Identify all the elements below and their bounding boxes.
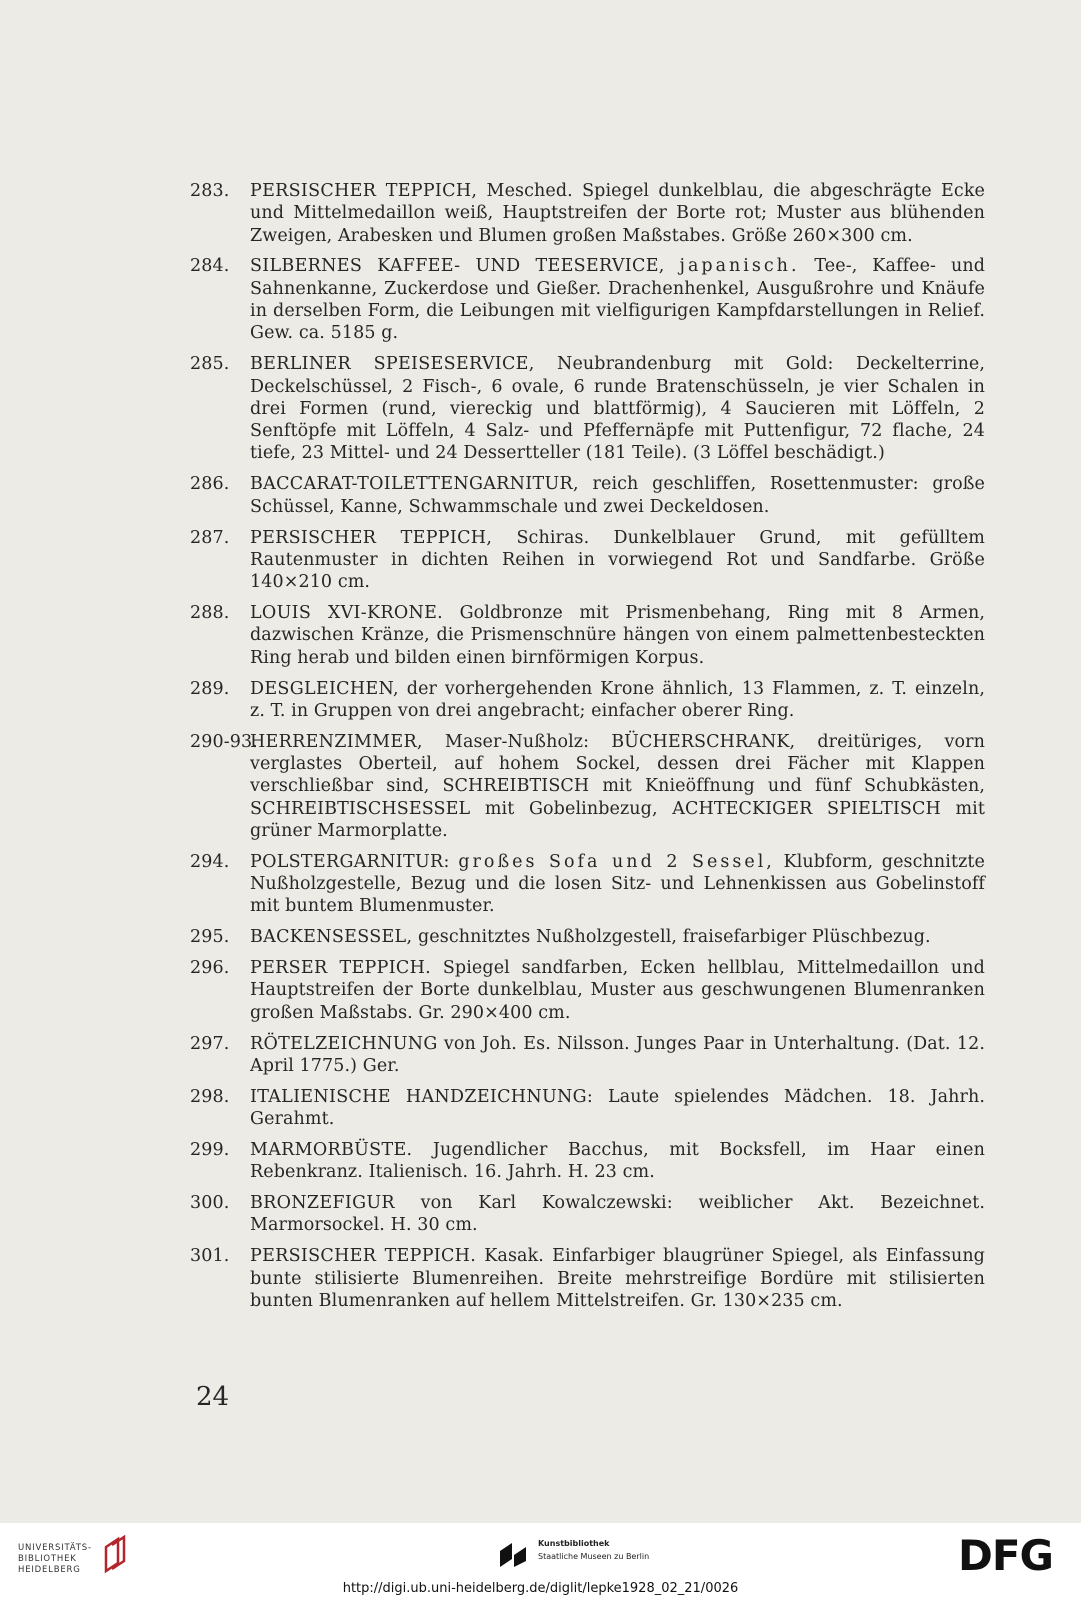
entry-heading: ITALIENISCHE HANDZEICHNUNG: <box>250 1086 594 1107</box>
entry-text: Laute spielendes Mädchen. 18. Jahrh. Gerahmt. <box>250 1086 985 1130</box>
entry-heading: LOUIS XVI-KRONE. <box>250 603 444 624</box>
kb-title: Kunstbibliothek <box>538 1539 610 1548</box>
entry-text: von Karl Kowalczewski: weiblicher Akt. Bezeichnet. Marmorsockel. H. 30 cm. <box>250 1193 985 1236</box>
ub-line: HEIDELBERG <box>18 1565 81 1575</box>
catalog-entries <box>190 180 985 1321</box>
catalog-entry <box>190 255 985 344</box>
entry-heading: PERSISCHER TEPPICH, <box>250 527 493 548</box>
entry-text: Maser-Nußholz: BÜCHERSCHRANK, dreitüriges, vorn verglastes Oberteil, auf hohem Sockel, dessen drei Fächer mit Klappen verschließbar sind, SCHREIBTISCH mit Knieöffnung und fünf Schubkästen, SCHREIBTISCHSESSEL mit Gobelinbezug, ACHTECKIGER SPIELTISCH mit grüner Marmorplatte. <box>250 731 985 841</box>
entry-heading: PERSISCHER TEPPICH. <box>250 1246 477 1267</box>
entry-number: 298. <box>190 1086 230 1107</box>
entry-number: 299. <box>190 1140 230 1160</box>
kb-subtitle: Staatliche Museen zu Berlin <box>538 1552 650 1561</box>
source-url[interactable]: http://digi.ub.uni-heidelberg.de/diglit/lepke1928_02_21/0026 <box>342 1581 739 1596</box>
entry-number: 301. <box>190 1246 230 1267</box>
kunstbibliothek-label <box>538 1537 649 1563</box>
entry-heading: BACKENSESSEL, <box>250 927 413 948</box>
kunstbibliothek-logo-icon <box>496 1537 530 1571</box>
catalog-entry <box>190 1245 985 1312</box>
ub-line: BIBLIOTHEK <box>18 1554 77 1564</box>
catalog-entry <box>190 602 985 669</box>
entry-number: 287. <box>190 527 230 548</box>
entry-heading: HERRENZIMMER, <box>250 731 423 752</box>
page-number: 24 <box>196 1382 230 1412</box>
entry-number: 300. <box>190 1193 230 1214</box>
entry-number: 283. <box>190 181 230 201</box>
catalog-entry <box>190 473 985 518</box>
catalog-entry <box>190 851 985 918</box>
entry-text: von Joh. Es. Nilsson. Junges Paar in Unterhaltung. (Dat. 12. April 1775.) Ger. <box>250 1033 985 1076</box>
catalog-entry <box>190 1139 985 1184</box>
entry-text: der vorhergehenden Krone ähnlich, 13 Flammen, z. T. einzeln, z. T. in Gruppen von drei angebracht; einfacher oberer Ring. <box>250 678 985 721</box>
catalog-entry <box>190 1192 985 1237</box>
entry-heading: POLSTERGARNITUR: <box>250 851 450 872</box>
entry-heading: RÖTELZEICHNUNG <box>250 1033 438 1054</box>
entry-spaced-text: großes Sofa und 2 Sessel, <box>458 851 775 872</box>
entry-number: 294. <box>190 851 230 872</box>
catalog-entry <box>190 731 985 842</box>
ub-heidelberg-logo-icon <box>98 1535 132 1575</box>
catalog-entry <box>190 180 985 247</box>
entry-number: 295. <box>190 927 230 948</box>
entry-text: Goldbronze mit Prismenbehang, Ring mit 8 Armen, dazwischen Kränze, die Prismenschnüre hängen von einem palmettenbesteckten Ring herab und bilden einen birnförmigen Korpus. <box>250 603 986 668</box>
entry-text: Klubform, geschnitzte Nußholzgestelle, Bezug und die losen Sitz- und Lehnenkissen aus Gobelinstoff mit buntem Blumenmuster. <box>250 851 985 917</box>
entry-text: reich geschliffen, Rosettenmuster: große Schüssel, Kanne, Schwammschale und zwei Deckeldosen. <box>250 474 985 517</box>
entry-text: geschnitztes Nußholzgestell, fraisefarbiger Plüschbezug. <box>412 927 931 948</box>
entry-heading: PERSER TEPPICH. <box>250 958 432 979</box>
ub-heidelberg-label <box>18 1543 92 1576</box>
entry-heading: BRONZEFIGUR <box>250 1193 395 1214</box>
catalog-entry <box>190 957 985 1024</box>
entry-heading: DESGLEICHEN, <box>250 678 399 699</box>
entry-number: 297. <box>190 1033 230 1054</box>
entry-heading: SILBERNES KAFFEE- UND TEESERVICE, <box>250 256 665 277</box>
entry-text: Jugendlicher Bacchus, mit Bocksfell, im Haar einen Rebenkranz. Italienisch. 16. Jahrh. H. 23 cm. <box>250 1140 985 1183</box>
entry-number: 296. <box>190 958 230 979</box>
catalog-entry <box>190 1086 985 1131</box>
footer-bar <box>0 1523 1081 1599</box>
entry-text: Tee-, Kaffee- und Sahnenkanne, Zuckerdose und Gießer. Drachenhenkel, Ausgußrohre und Knäufe in derselben Form, die Leibungen mit vielfigurigen Kampfdarstellungen in Relief. Gew. ca. 5185 g. <box>250 256 985 344</box>
dfg-logo: DFG <box>958 1531 1054 1580</box>
entry-text: Spiegel sandfarben, Ecken hellblau, Mittelmedaillon und Hauptstreifen der Borte dunkelblau, Muster aus geschwungenen Blumenranken großen Maßstabs. Gr. 290×400 cm. <box>250 958 985 1023</box>
catalog-entry <box>190 678 985 723</box>
entry-heading: BERLINER SPEISESERVICE, <box>250 354 535 375</box>
entry-text: Mesched. Spiegel dunkelblau, die abgeschrägte Ecke und Mittelmedaillon weiß, Hauptstreifen der Borte rot; Muster aus blühenden Zweigen, Arabesken und Blumen großen Maßstabes. Größe 260×300 cm. <box>250 181 985 246</box>
entry-heading: PERSISCHER TEPPICH, <box>250 181 478 201</box>
catalog-entry <box>190 527 985 594</box>
entry-number: 285. <box>190 354 230 375</box>
entry-number: 284. <box>190 256 230 277</box>
entry-text: Kasak. Einfarbiger blaugrüner Spiegel, als Einfassung bunte stilisierte Blumenreihen. Breite mehrstreifige Bordüre mit stilisierten bunten Blumenranken auf hellem Mittelstreifen. Gr. 130×235 cm. <box>250 1246 985 1311</box>
entry-number: 288. <box>190 603 230 624</box>
ub-line: UNIVERSITÄTS- <box>18 1543 92 1553</box>
entry-text: Neubrandenburg mit Gold: Deckelterrine, Deckelschüssel, 2 Fisch-, 6 ovale, 6 runde Bratenschüsseln, je vier Schalen in drei Formen (rund, viereckig und blattförmig), 4 Saucieren mit Löffeln, 2 Senftöpfe mit Löffeln, 4 Salz- und Pfeffernäpfe mit Puttenfigur, 72 flache, 24 tiefe, 23 Mittel- und 24 Dessertteller (181 Teile). (3 Löffel beschädigt.) <box>250 354 985 464</box>
entry-text: Schiras. Dunkelblauer Grund, mit gefülltem Rautenmuster in dichten Reihen in vorwiegend Rot und Sandfarbe. Größe 140×210 cm. <box>250 527 985 593</box>
catalog-entry <box>190 1033 985 1078</box>
entry-spaced-text: japanisch. <box>679 256 800 277</box>
entry-heading: MARMORBÜSTE. <box>250 1140 413 1160</box>
entry-number: 290-93. <box>190 731 258 752</box>
catalog-entry <box>190 353 985 464</box>
entry-heading: BACCARAT-TOILETTENGARNITUR, <box>250 474 579 495</box>
entry-number: 289. <box>190 678 230 699</box>
catalog-entry <box>190 926 985 948</box>
entry-number: 286. <box>190 474 230 495</box>
